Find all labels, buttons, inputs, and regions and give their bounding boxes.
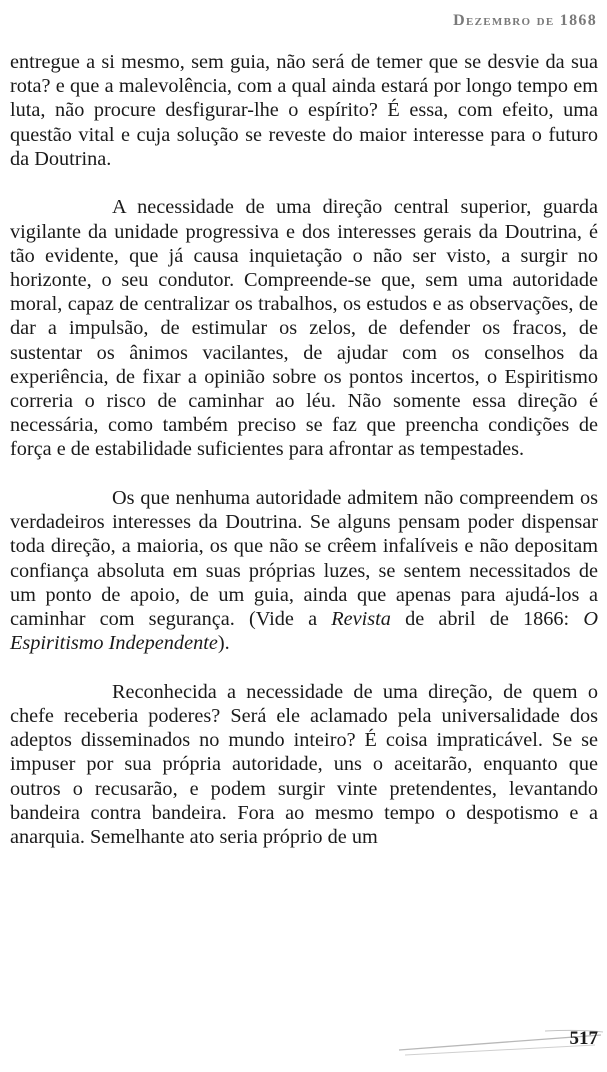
paragraph-continuation: entregue a si mesmo, sem guia, não será de temer que se desvie da sua rota? e que a malevolência, com a qual ainda estará por longo tempo em luta, não procure desfigurar-lhe o espírito? É essa, com efeito, uma questão vital e cuja solução se reveste do maior interesse para o futuro da Doutrina.: [10, 51, 598, 170]
paragraph-authority: [10, 486, 598, 655]
italic-reference: Revista: [331, 608, 391, 631]
italic-reference: O Espiritismo Independente: [10, 608, 598, 655]
page-number: 517: [569, 1028, 598, 1049]
paragraph-direction-necessity: A necessidade de uma direção central superior, guarda vigilante da unidade progressiva e dos interesses gerais da Doutrina, é tão evidente, que já causa inquietação o não ser visto, a surgir no horizonte, o seu condutor. Compreende-se que, sem uma autoridade moral, capaz de centralizar os trabalhos, os estudos e as observações, de dar a impulsão, de estimular os zelos, de defender os fracos, de sustentar os ânimos vacilantes, de ajudar com os conselhos da experiência, de fixar a opinião sobre os pontos incertos, o Espiritismo correria o risco de caminhar ao léu. Não somente essa direção é necessária, como também preciso se faz que preencha condições de força e de estabilidade suficientes para afrontar as tempestades.: [10, 196, 598, 461]
paragraph-text-segment: de abril de 1866:: [390, 608, 584, 631]
paragraph-leader-powers: Reconhecida a necessidade de uma direção, de quem o chefe receberia poderes? Será ele aclamado pela universalidade dos adeptos disseminados no mundo inteiro? É coisa impraticável. Se se impuser por sua própria autoridade, uns o aceitarão, enquanto que outros o recusarão, e podem surgir vinte pretendentes, levantando bandeira contra bandeira. Fora ao mesmo tempo o despotismo e a anarquia. Semelhante ato seria próprio de um: [10, 680, 598, 849]
running-header: Dezembro de 1868: [453, 12, 597, 29]
body-text: [10, 50, 598, 849]
paragraph-text-segment: Os que nenhuma autoridade admitem não compreendem os verdadeiros interesses da Doutrina. Se alguns pensam poder dispensar toda direção, a maioria, os que não se crêem infalíveis e não depositam confiança absoluta em suas próprias luzes, se sentem necessitados de um ponto de apoio, de um guia, ainda que apenas para ajudá-los a caminhar com segurança. (Vide a: [10, 487, 598, 631]
paragraph-text-segment: ).: [217, 632, 230, 655]
